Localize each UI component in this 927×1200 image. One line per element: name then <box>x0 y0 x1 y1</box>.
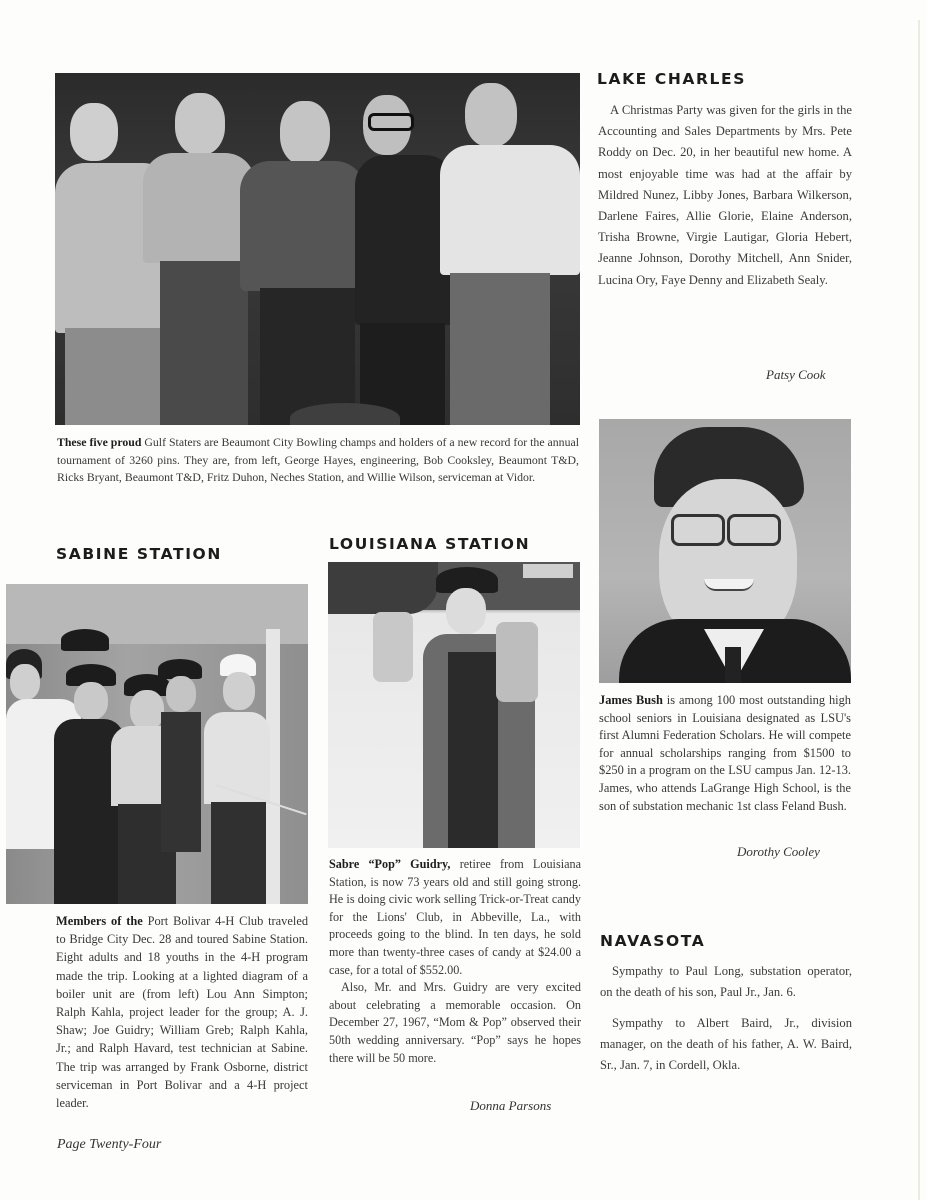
lake-charles-article <box>598 100 852 291</box>
navasota-paragraph: Sympathy to Albert Baird, Jr., division manager, on the death of his father, A. W. Baird, Sr., Jan. 7, in Cordell, Okla. <box>600 1016 852 1072</box>
navasota-article <box>600 961 852 1076</box>
navasota-heading: NAVASOTA <box>600 932 706 950</box>
lake-charles-paragraph: A Christmas Party was given for the girls in the Accounting and Sales Departments by Mrs. Pete Roddy on Dec. 20, in her beautiful new home. A most enjoyable time was had at the affair by Mildred Nunez, Libby Jones, Barbara Wilkerson, Darlene Faires, Allie Glorie, Elaine Anderson, Trisha Browne, Virgie Lautigar, Gloria Hebert, Jeanne Johnson, Dorothy Mitchell, Ann Snider, Lucina Ory, Faye Denny and Elizabeth Sealy. <box>598 103 852 287</box>
caption-body: retiree from Louisiana Station, is now 73 years old and still going strong. He is doing civic work selling Trick-or-Treat candy for the Lions' Club, in Abbeville, La., with proceeds going to the blind. In ten days, he sold more than twenty-three cases of candy at $24.00 a case, for a total of $552.00. <box>329 857 581 977</box>
sabine-4h-club-photo <box>6 584 308 904</box>
lake-charles-heading: LAKE CHARLES <box>597 70 746 88</box>
bowling-photo-caption <box>57 434 579 487</box>
louisiana-station-article <box>329 856 581 1067</box>
james-bush-caption <box>599 692 851 815</box>
james-bush-byline: Dorothy Cooley <box>737 844 820 859</box>
sabine-station-heading: SABINE STATION <box>56 545 222 563</box>
louisiana-station-caption <box>329 856 581 979</box>
caption-lead: Sabre “Pop” Guidry, <box>329 857 451 871</box>
page-edge <box>918 20 920 1200</box>
caption-lead: James Bush <box>599 693 663 707</box>
louisiana-station-paragraph: Also, Mr. and Mrs. Guidry are very excited about celebrating a memorable occasion. On December 27, 1967, “Mom & Pop” observed their 50th wedding anniversary. “Pop” says he hopes there will be 50 more. <box>329 980 581 1065</box>
caption-lead: Members of the <box>56 914 143 928</box>
sabine-station-caption <box>56 912 308 1112</box>
navasota-paragraph: Sympathy to Paul Long, substation operator, on the death of his son, Paul Jr., Jan. 6. <box>600 964 852 999</box>
louisiana-station-heading: LOUISIANA STATION <box>329 535 531 553</box>
james-bush-portrait <box>599 419 851 683</box>
bowling-team-photo <box>55 73 580 425</box>
caption-lead: These five proud <box>57 435 142 449</box>
page-number: Page Twenty-Four <box>57 1137 162 1152</box>
caption-body: Port Bolivar 4-H Club traveled to Bridge City Dec. 28 and toured Sabine Station. Eight adults and 18 youths in the 4-H program made the trip. Looking at a lighted diagram of a boiler unit are (from left) Lou Ann Simpton; Ralph Kahla, project leader for the group; A. J. Shaw; Joe Guidry; William Greb; Ralph Kahla, Jr.; and Ralph Havard, test technician at Sabine. The trip was arranged by Frank Osborne, district serviceman in Port Bolivar and a 4-H project leader. <box>56 914 309 1111</box>
lake-charles-byline: Patsy Cook <box>766 367 826 382</box>
louisiana-station-byline: Donna Parsons <box>470 1098 552 1113</box>
pop-guidry-photo <box>328 562 580 848</box>
caption-body: Gulf Staters are Beaumont City Bowling champs and holders of a new record for the annual tournament of 3260 pins. They are, from left, George Hayes, engineering, Bob Cooksley, Beaumont T&D, Ricks Bryant, Beaumont T&D, Fritz Duhon, Neches Station, and Willie Wilson, serviceman at Vidor. <box>57 435 579 485</box>
caption-body: is among 100 most outstanding high school seniors in Louisiana designated as LSU's first Alumni Federation Scholars. He will compete for annual scholarships ranging from $1500 to $250 in a program on the LSU campus Jan. 12-13. James, who attends LaGrange High School, is the son of substation mechanic 1st class Feland Bush. <box>599 693 851 813</box>
